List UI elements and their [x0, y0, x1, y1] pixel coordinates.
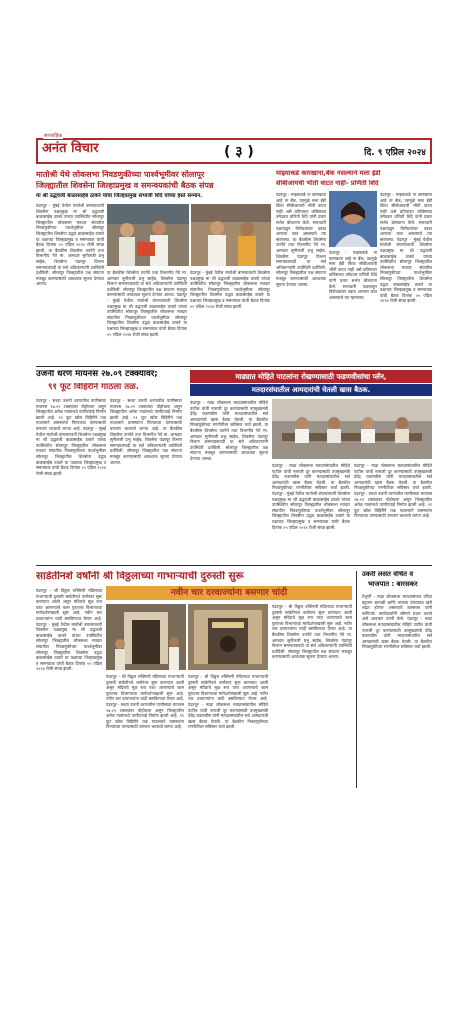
story4-paragraph-e-cont: पंढरपूर - माढा लोकसभा मतदारसंघातील मोहिते पाटील यांची नाराजी दूर करण्यासाठी उपमुख्यमंत्री देवेंद्र फडणवीस यांनी मतदारसंघातील सर्व आमदारांची खास बैठक घेतली. या बैठकीत निवडणुकीच्या रणनीतीवर सविस्तर चर्चा झाली. — [272, 463, 350, 491]
story1-paragraph-b-cont: या बैठकीस शिवसेना उपनेते तथा विभागीय नेते मा. आमदार सुनीलजी प्रभु साहेब, शिवसेना पंढरपूर विभाग समन्वयकपदी या सर्व अधिकाऱ्यांनी उपस्थिती दर्शविली. सोलापूर जिल्ह्यातील पक्ष संघटना मजबूत करण्यासाठी आवश्यक सूचना देण्यात आल्या. — [107, 270, 187, 298]
story4-column3 — [354, 463, 432, 560]
story4-meeting-photo — [272, 399, 432, 459]
story5-column1 — [36, 588, 102, 788]
story1-column3 — [190, 270, 270, 362]
story5-headline: साडेतीनशे वर्षांनी श्री विठ्ठलाच्या गाभाऱ्याची दुरुस्ती सुरू — [36, 571, 244, 582]
story2-headline-line1: माझ्याकडे कारखाना,बँक नसल्याने मला ईडी — [276, 170, 381, 177]
story3-headline: उजनी धरण मायनस २७.०९ टक्क्यांवर; — [36, 370, 158, 379]
story1-subhead: मा श्री उद्धवजी बाळासाहेब ठाकरे यांचा जिल्हाप्रमुख संभाजी शिंदे यांच्या हस्ते सन्मान. — [36, 193, 203, 199]
story1-headline-line1: मातोश्री येथे लोकसभा निवडणुकीच्या पार्श्वभूमीवर सोलापूर — [36, 170, 205, 179]
story2-column1 — [276, 192, 326, 362]
story2-column2 — [380, 192, 432, 362]
story3-paragraph-d: पंढरपूर - सध्या उजनी धरणातील पाणीसाठा मायनस २७.०९ टक्क्यांवर पोहोचला असून जिल्ह्यातील अनेक गावांमध्ये पाणीटंचाई निर्माण झाली आहे. ९१ फूट खोल विहिरीने तळ गाठल्याने ग्रामस्थांना पिण्याच्या पाण्यासाठी वणवण भटकावे लागत आहे. — [36, 398, 106, 431]
story4-column1 — [190, 400, 268, 560]
column-divider — [356, 571, 357, 788]
story5-paragraph-f-cont: पंढरपूर - श्री विठ्ठल रुक्मिणी मंदिराच्या गाभाऱ्याची दुरुस्ती साडेतीनशे वर्षांनंतर सुरू करण्यात आली असून मंदिराचे मूळ रूप परत आणण्याचे काम पुरातत्त्व विभागाच्या मार्गदर्शनाखाली सुरू आहे. नवीन चार दरवाज्यांना चांदी बसविण्यात येणार आहे. — [106, 674, 184, 702]
story4-paragraph-e: पंढरपूर - माढा लोकसभा मतदारसंघातील मोहिते पाटील यांची नाराजी दूर करण्यासाठी उपमुख्यमंत्री देवेंद्र फडणवीस यांनी मतदारसंघातील सर्व आमदारांची खास बैठक घेतली. या बैठकीत निवडणुकीच्या रणनीतीवर सविस्तर चर्चा झाली. — [190, 400, 268, 428]
section-divider-1 — [36, 366, 432, 367]
masthead-title: अनंत विचार — [42, 141, 99, 156]
story5-subhead: नवीन चार दरवाज्यांना बसणार चांदी — [106, 586, 352, 600]
story3-paragraph-extra: पंढरपूर - मुंबई येथील मातोश्री बंगल्यावरती शिवसेना पक्षप्रमुख मा श्री उद्धवजी बाळासाहेब ठाकरे यांच्या उपस्थितीत सोलापूर जिल्ह्यातील लोकसभा मतदार संघातील निवडणुकीच्या पार्श्वभूमीवर सोलापूर जिल्ह्यातील शिवसेना उद्धव बाळासाहेब ठाकरे या पक्षाच्या जिल्हाप्रमुख व समन्वयक यांची बैठक दिनांक ०५ एप्रिल २०२४ रोजी संपन्न झाली. — [36, 425, 106, 476]
story5-paragraph-f-cont2: पंढरपूर - श्री विठ्ठल रुक्मिणी मंदिराच्या गाभाऱ्याची दुरुस्ती साडेतीनशे वर्षांनंतर सुरू करण्यात आली असून मंदिराचे मूळ रूप परत आणण्याचे काम पुरातत्त्व विभागाच्या मार्गदर्शनाखाली सुरू आहे. नवीन चार दरवाज्यांना चांदी बसविण्यात येणार आहे. — [188, 674, 268, 702]
story5-paragraph-f: पंढरपूर - श्री विठ्ठल रुक्मिणी मंदिराच्या गाभाऱ्याची दुरुस्ती साडेतीनशे वर्षांनंतर सुरू करण्यात आली असून मंदिराचे मूळ रूप परत आणण्याचे काम पुरातत्त्व विभागाच्या मार्गदर्शनाखाली सुरू आहे. नवीन चार दरवाज्यांना चांदी बसविण्यात येणार आहे. — [36, 588, 102, 621]
story2-paragraph-c-cont: पंढरपूर - माझ्याकडे ना कारखाना आहे ना बँक, त्यामुळे मला ईडी किंवा सीबीआयची भीती वाटत नाही असे प्रतिपादन काँग्रेसच्या उमेदवार प्रणिती शिंदे यांनी प्रचार सभेत बोलताना केले. सत्ताधारी पक्षाकडून विरोधकांवर दबाव आणला जात असल्याचे त्या म्हणाल्या. — [380, 192, 432, 242]
story4-paragraph-e-cont2: पंढरपूर - माढा लोकसभा मतदारसंघातील मोहिते पाटील यांची नाराजी दूर करण्यासाठी उपमुख्यमंत्री देवेंद्र फडणवीस यांनी मतदारसंघातील सर्व आमदारांची खास बैठक घेतली. या बैठकीत निवडणुकीच्या रणनीतीवर सविस्तर चर्चा झाली. — [354, 463, 432, 491]
story2-paragraph-c: पंढरपूर - माझ्याकडे ना कारखाना आहे ना बँक, त्यामुळे मला ईडी किंवा सीबीआयची भीती वाटत नाही असे प्रतिपादन काँग्रेसच्या उमेदवार प्रणिती शिंदे यांनी प्रचार सभेत बोलताना केले. सत्ताधारी पक्षाकडून विरोधकांवर दबाव आणला जात असल्याचे त्या म्हणाल्या. — [276, 192, 326, 242]
story3-paragraph-extra2: या बैठकीस शिवसेना उपनेते तथा विभागीय नेते मा. आमदार सुनीलजी प्रभु साहेब, शिवसेना पंढरपूर विभाग समन्वयकपदी या सर्व अधिकाऱ्यांनी उपस्थिती दर्शविली. सोलापूर जिल्ह्यातील पक्ष संघटना मजबूत करण्यासाठी आवश्यक सूचना देण्यात आल्या. — [110, 425, 182, 465]
story5-paragraph-extra: पंढरपूर - मुंबई येथील मातोश्री बंगल्यावरती शिवसेना पक्षप्रमुख मा श्री उद्धवजी बाळासाहेब ठाकरे यांच्या उपस्थितीत सोलापूर जिल्ह्यातील लोकसभा मतदार संघातील निवडणुकीच्या पार्श्वभूमीवर सोलापूर जिल्ह्यातील शिवसेना उद्धव बाळासाहेब ठाकरे या पक्षाच्या जिल्हाप्रमुख व समन्वयक यांची बैठक दिनांक ०५ एप्रिल २०२४ रोजी संपन्न झाली. — [36, 621, 102, 672]
story1-headline-line2: जिल्ह्यातील शिवसेना जिल्हाप्रमुख व समन्वयकांची बैठक संपन्न — [36, 181, 214, 190]
story2-column3 — [329, 250, 377, 362]
issue-date: दि. ९ एप्रिल २०२४ — [364, 148, 426, 158]
story1-column2 — [107, 270, 187, 362]
story1-paragraph-a-cont: पंढरपूर - मुंबई येथील मातोश्री बंगल्यावरती शिवसेना पक्षप्रमुख मा श्री उद्धवजी बाळासाहेब ठाकरे यांच्या उपस्थितीत सोलापूर जिल्ह्यातील लोकसभा मतदार संघातील निवडणुकीच्या पार्श्वभूमीवर सोलापूर जिल्ह्यातील शिवसेना उद्धव बाळासाहेब ठाकरे या पक्षाच्या जिल्हाप्रमुख व समन्वयक यांची बैठक दिनांक ०५ एप्रिल २०२४ रोजी संपन्न झाली. — [107, 292, 187, 337]
story4-paragraph-extra3: पंढरपूर - सध्या उजनी धरणातील पाणीसाठा मायनस २७.०९ टक्क्यांवर पोहोचला असून जिल्ह्यातील अनेक गावांमध्ये पाणीटंचाई निर्माण झाली आहे. ९१ फूट खोल विहिरीने तळ गाठल्याने ग्रामस्थांना पिण्याच्या पाण्यासाठी वणवण भटकावे लागत आहे. — [354, 490, 432, 519]
story4-column2 — [272, 463, 350, 560]
story2-paragraph-c-cont2: पंढरपूर - माझ्याकडे ना कारखाना आहे ना बँक, त्यामुळे मला ईडी किंवा सीबीआयची भीती वाटत नाही असे प्रतिपादन काँग्रेसच्या उमेदवार प्रणिती शिंदे यांनी प्रचार सभेत बोलताना केले. सत्ताधारी पक्षाकडून विरोधकांवर दबाव आणला जात असल्याचे त्या म्हणाल्या. — [329, 250, 377, 300]
story5-column2 — [106, 674, 184, 788]
story3-column2 — [110, 398, 182, 560]
story1-column1 — [36, 203, 104, 363]
story5-photo-2 — [188, 604, 268, 670]
story1-paragraph-a: पंढरपूर - मुंबई येथील मातोश्री बंगल्यावरती शिवसेना पक्षप्रमुख मा श्री उद्धवजी बाळासाहेब ठाकरे यांच्या उपस्थितीत सोलापूर जिल्ह्यातील लोकसभा मतदार संघातील निवडणुकीच्या पार्श्वभूमीवर सोलापूर जिल्ह्यातील शिवसेना उद्धव बाळासाहेब ठाकरे या पक्षाच्या जिल्हाप्रमुख व समन्वयक यांची बैठक दिनांक ०५ एप्रिल २०२४ रोजी संपन्न झाली. — [36, 203, 104, 253]
story5-paragraph-extra4: या बैठकीस शिवसेना उपनेते तथा विभागीय नेते मा. आमदार सुनीलजी प्रभु साहेब, शिवसेना पंढरपूर विभाग समन्वयकपदी या सर्व अधिकाऱ्यांनी उपस्थिती दर्शविली. सोलापूर जिल्ह्यातील पक्ष संघटना मजबूत करण्यासाठी आवश्यक सूचना देण्यात आल्या. — [272, 626, 352, 660]
story5-paragraph-extra2: पंढरपूर - सध्या उजनी धरणातील पाणीसाठा मायनस २७.०९ टक्क्यांवर पोहोचला असून जिल्ह्यातील अनेक गावांमध्ये पाणीटंचाई निर्माण झाली आहे. ९१ फूट खोल विहिरीने तळ गाठल्याने ग्रामस्थांना पिण्याच्या पाण्यासाठी वणवण भटकावे लागत आहे. — [106, 701, 184, 730]
story6-headline: उकरी लसत वंचित व — [362, 571, 414, 578]
story2-paragraph-extra: या बैठकीस शिवसेना उपनेते तथा विभागीय नेते मा. आमदार सुनीलजी प्रभु साहेब, शिवसेना पंढरपूर विभाग समन्वयकपदी या सर्व अधिकाऱ्यांनी उपस्थिती दर्शविली. सोलापूर जिल्ह्यातील पक्ष संघटना मजबूत करण्यासाठी आवश्यक सूचना देण्यात आल्या. — [276, 236, 326, 287]
story6-paragraph-extra: पंढरपूर - माढा लोकसभा मतदारसंघातील मोहिते पाटील यांची नाराजी दूर करण्यासाठी उपमुख्यमंत्री देवेंद्र फडणवीस यांनी मतदारसंघातील सर्व आमदारांची खास बैठक घेतली. या बैठकीत निवडणुकीच्या रणनीतीवर सविस्तर चर्चा झाली. — [362, 616, 432, 650]
story1-photo-1 — [107, 204, 189, 266]
story2-portrait-photo — [329, 191, 377, 247]
story5-paragraph-f-cont3: पंढरपूर - श्री विठ्ठल रुक्मिणी मंदिराच्या गाभाऱ्याची दुरुस्ती साडेतीनशे वर्षांनंतर सुरू करण्यात आली असून मंदिराचे मूळ रूप परत आणण्याचे काम पुरातत्त्व विभागाच्या मार्गदर्शनाखाली सुरू आहे. नवीन चार दरवाज्यांना चांदी बसविण्यात येणार आहे. — [272, 604, 352, 632]
story3-paragraph-d-cont: पंढरपूर - सध्या उजनी धरणातील पाणीसाठा मायनस २७.०९ टक्क्यांवर पोहोचला असून जिल्ह्यातील अनेक गावांमध्ये पाणीटंचाई निर्माण झाली आहे. ९१ फूट खोल विहिरीने तळ गाठल्याने ग्रामस्थांना पिण्याच्या पाण्यासाठी वणवण भटकावे लागत आहे. — [110, 398, 182, 431]
story2-paragraph-extra2: पंढरपूर - मुंबई येथील मातोश्री बंगल्यावरती शिवसेना पक्षप्रमुख मा श्री उद्धवजी बाळासाहेब ठाकरे यांच्या उपस्थितीत सोलापूर जिल्ह्यातील लोकसभा मतदार संघातील निवडणुकीच्या पार्श्वभूमीवर सोलापूर जिल्ह्यातील शिवसेना उद्धव बाळासाहेब ठाकरे या पक्षाच्या जिल्हाप्रमुख व समन्वयक यांची बैठक दिनांक ०५ एप्रिल २०२४ रोजी संपन्न झाली. — [380, 236, 432, 304]
story1-paragraph-b: या बैठकीस शिवसेना उपनेते तथा विभागीय नेते मा. आमदार सुनीलजी प्रभु साहेब, शिवसेना पंढरपूर विभाग समन्वयकपदी या सर्व अधिकाऱ्यांनी उपस्थिती दर्शविली. सोलापूर जिल्ह्यातील पक्ष संघटना मजबूत करण्यासाठी आवश्यक सूचना देण्यात आल्या. — [36, 247, 104, 287]
page-number: ( ३ ) — [224, 144, 254, 160]
story2-headline-line2: सीबीआयची भीती वाटत नाही- प्रणिती शिंदे — [276, 180, 379, 187]
story4-banner: माढ्यात मोहिते पाटलांना रोखण्यासाठी फडणवीसांचा प्लॅन, — [190, 370, 432, 383]
section-divider-2 — [36, 565, 432, 566]
story5-column4 — [272, 604, 352, 788]
story6-subhead: भाजपात : बारसकर — [368, 581, 418, 588]
story6-paragraph-g: टेंभुर्णी - माढा लोकसभा मतदारसंघात वंचित बहुजन आघाडी आणि भाजपा यांच्यातच खरी लढत होणार असल्याचे बारसकर यांनी सांगितले. कार्यकर्त्यांनी जोमाने प्रचार करावे असे आवाहन त्यांनी केले. — [362, 594, 432, 622]
story4-paragraph-extra: या बैठकीस शिवसेना उपनेते तथा विभागीय नेते मा. आमदार सुनीलजी प्रभु साहेब, शिवसेना पंढरपूर विभाग समन्वयकपदी या सर्व अधिकाऱ्यांनी उपस्थिती दर्शविली. सोलापूर जिल्ह्यातील पक्ष संघटना मजबूत करण्यासाठी आवश्यक सूचना देण्यात आल्या. — [190, 422, 268, 461]
story3-column1 — [36, 398, 106, 560]
story4-paragraph-extra2: पंढरपूर - मुंबई येथील मातोश्री बंगल्यावरती शिवसेना पक्षप्रमुख मा श्री उद्धवजी बाळासाहेब ठाकरे यांच्या उपस्थितीत सोलापूर जिल्ह्यातील लोकसभा मतदार संघातील निवडणुकीच्या पार्श्वभूमीवर सोलापूर जिल्ह्यातील शिवसेना उद्धव बाळासाहेब ठाकरे या पक्षाच्या जिल्हाप्रमुख व समन्वयक यांची बैठक दिनांक ०५ एप्रिल २०२४ रोजी संपन्न झाली. — [272, 490, 350, 530]
masthead — [36, 133, 432, 164]
story1-photo-2 — [191, 204, 271, 266]
story5-photo-1 — [106, 604, 186, 670]
story3-subhead: ९१ फूट विहिरीने गाठला तळ. — [48, 383, 139, 392]
story1-paragraph-a-cont2: पंढरपूर - मुंबई येथील मातोश्री बंगल्यावरती शिवसेना पक्षप्रमुख मा श्री उद्धवजी बाळासाहेब ठाकरे यांच्या उपस्थितीत सोलापूर जिल्ह्यातील लोकसभा मतदार संघातील निवडणुकीच्या पार्श्वभूमीवर सोलापूर जिल्ह्यातील शिवसेना उद्धव बाळासाहेब ठाकरे या पक्षाच्या जिल्हाप्रमुख व समन्वयक यांची बैठक दिनांक ०५ एप्रिल २०२४ रोजी संपन्न झाली. — [190, 270, 270, 309]
story5-paragraph-extra3: पंढरपूर - माढा लोकसभा मतदारसंघातील मोहिते पाटील यांची नाराजी दूर करण्यासाठी उपमुख्यमंत्री देवेंद्र फडणवीस यांनी मतदारसंघातील सर्व आमदारांची खास बैठक घेतली. या बैठकीत निवडणुकीच्या रणनीतीवर सविस्तर चर्चा झाली. — [188, 701, 268, 730]
story5-column3 — [188, 674, 268, 788]
story6-column — [362, 594, 432, 788]
story4-subhead: मतदारसंघातील आमदारांची घेतली खास बैठक. — [190, 384, 432, 396]
masthead-tagline: साप्ताहिक — [44, 133, 63, 139]
